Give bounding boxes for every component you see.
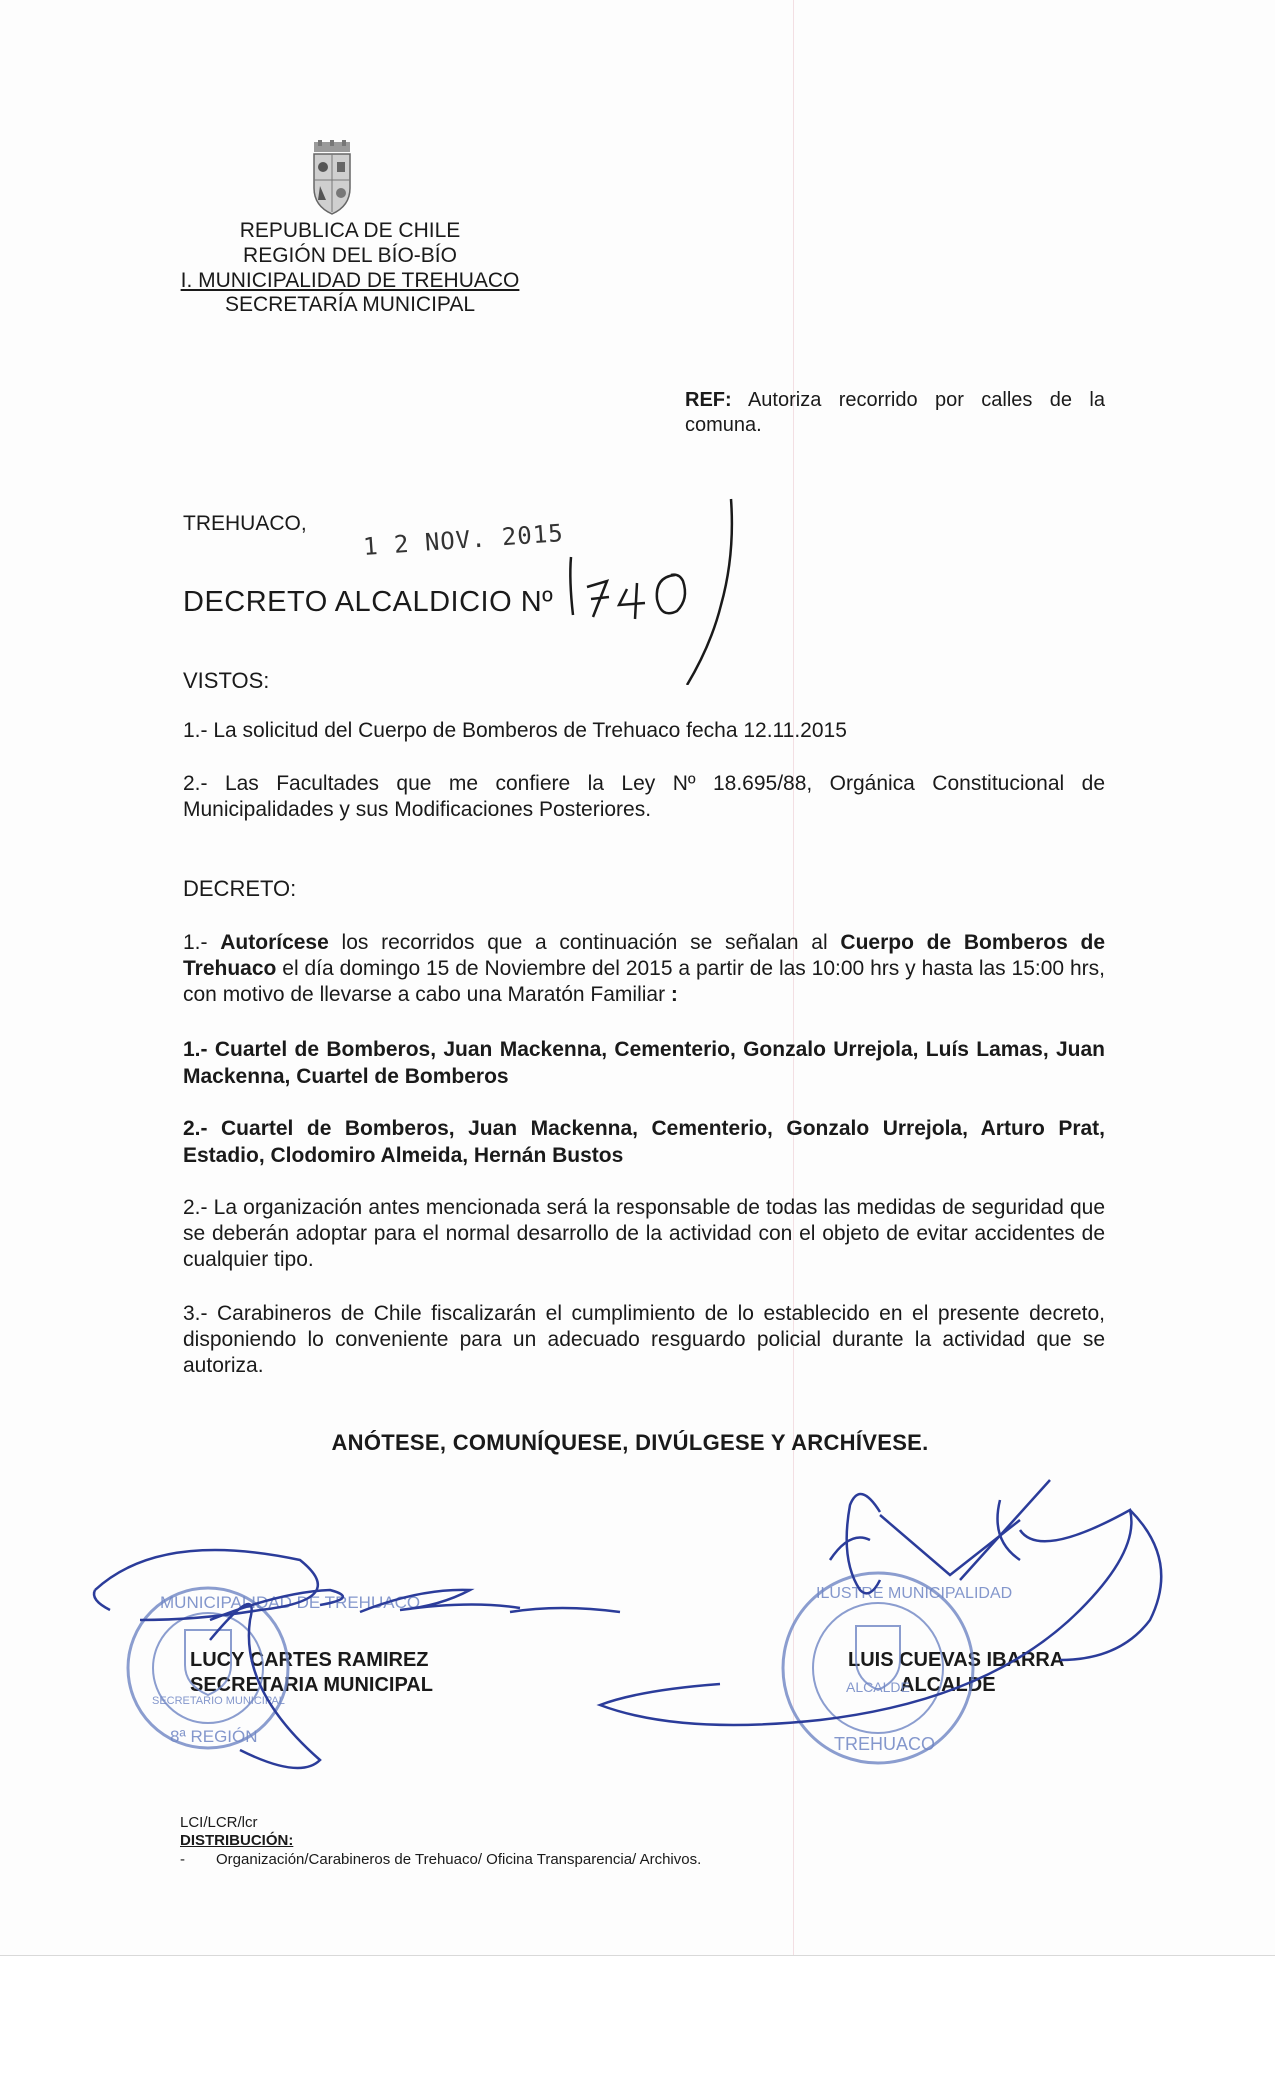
p1-prefix: 1.- (183, 931, 221, 954)
reference-label: REF: (685, 389, 732, 411)
header-region: REGIÓN DEL BÍO-BÍO (243, 244, 457, 267)
header-municipality: I. MUNICIPALIDAD DE TREHUACO (180, 269, 520, 292)
decreto-paragraph-2: 2.- La organización antes mencionada será la responsable de todas las medidas de seguridad que se deberán adoptar para el normal desarrollo de la actividad con el objeto de evitar accidentes de cualquier tipo. (183, 1196, 1105, 1271)
p1-text-a: los recorridos que a continuación se señalan al (328, 931, 841, 954)
mayor-stamp-ring-bottom: TREHUACO (834, 1734, 936, 1754)
footer-distribution-text: Organización/Carabineros de Trehuaco/ Oficina Transparencia/ Archivos. (216, 1851, 702, 1868)
secretary-name: LUCY CARTES RAMIREZ (190, 1649, 429, 1671)
reference-text: Autoriza recorrido por calles de la (747, 389, 1106, 411)
p1-text-b: el día domingo 15 de Noviembre del 2015 a partir de las 10:00 hrs y hasta las 15:00 hrs, con motivo de llevarse a cabo una Maratón Familiar (183, 957, 1105, 1006)
decreto-heading: DECRETO: (183, 876, 297, 901)
footer-initials: LCI/LCR/lcr (180, 1814, 258, 1831)
mayor-name: LUIS CUEVAS IBARRA (848, 1649, 1065, 1671)
p1-colon: : (670, 983, 678, 1006)
secretary-stamp-ring-bottom: 8ª REGIÓN (170, 1727, 258, 1746)
p1-bold-entity: Cuerpo de Bomberos de Trehuaco (183, 931, 1105, 980)
footer-distribution-label: DISTRIBUCIÓN: (180, 1832, 294, 1849)
closing-formula: ANÓTESE, COMUNÍQUESE, DIVÚLGESE Y ARCHÍVESE. (331, 1430, 929, 1455)
vistos-item-2-line-1: 2.- Las Facultades que me confiere la Ley Nº 18.695/88, Orgánica Constitucional de (183, 772, 1105, 795)
place-label: TREHUACO, (183, 512, 307, 535)
header-department: SECRETARÍA MUNICIPAL (224, 293, 476, 316)
route-2: 2.- Cuartel de Bomberos, Juan Mackenna, Cementerio, Gonzalo Urrejola, Arturo Prat, Estadio, Clodomiro Almeida, Hernán Bustos (183, 1117, 1105, 1167)
decree-title: DECRETO ALCALDICIO Nº (183, 586, 554, 618)
reference-line (685, 388, 1105, 413)
secretary-stamp-center: SECRETARIO MUNICIPAL (152, 1695, 285, 1707)
vistos-heading: VISTOS: (183, 668, 270, 693)
vistos-item-2-line-2: Municipalidades y sus Modificaciones Posteriores. (183, 798, 652, 821)
footer-distribution-dash: - (180, 1851, 185, 1868)
decreto-paragraph-1 (183, 930, 1105, 1008)
route-1: 1.- Cuartel de Bomberos, Juan Mackenna, Cementerio, Gonzalo Urrejola, Luís Lamas, Juan Mackenna, Cuartel de Bomberos (183, 1038, 1105, 1088)
date-stamp: 1 2 NOV. 2015 (362, 519, 565, 561)
p1-bold-verb: Autorícese (220, 931, 329, 954)
mayor-stamp-ring-top: ILUSTRE MUNICIPALIDAD (816, 1585, 1013, 1602)
secretary-stamp-ring-top: MUNICIPALIDAD DE TREHUACO (160, 1593, 421, 1612)
vistos-item-1: 1.- La solicitud del Cuerpo de Bomberos de Trehuaco fecha 12.11.2015 (183, 719, 847, 742)
header-country: REPUBLICA DE CHILE (239, 219, 461, 242)
mayor-signature (600, 1480, 1161, 1725)
mayor-stamp-center: ALCALDE (846, 1679, 910, 1695)
reference-continuation: comuna. (685, 414, 762, 436)
secretary-title: SECRETARIA MUNICIPAL (190, 1674, 433, 1696)
decreto-paragraph-3: 3.- Carabineros de Chile fiscalizarán el cumplimiento de lo establecido en el presente decreto, disponiendo lo conveniente para un adecuado resguardo policial durante la actividad que se autoriza. (183, 1302, 1105, 1377)
coat-of-arms-icon (310, 140, 354, 216)
mayor-title: ALCALDE (900, 1674, 996, 1696)
decree-number-handwritten (563, 495, 763, 685)
